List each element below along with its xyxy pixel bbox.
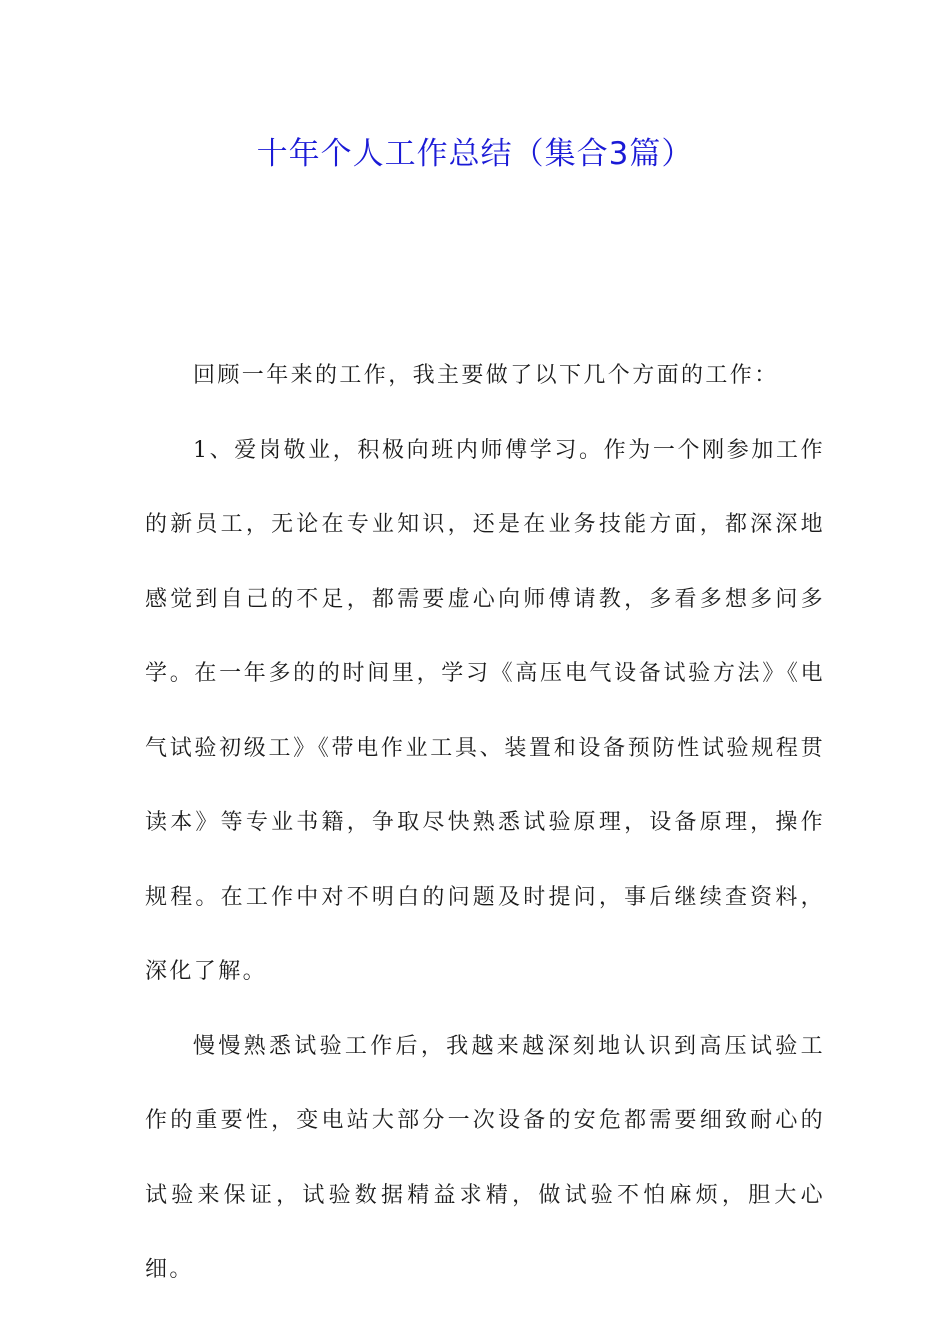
paragraph-item-1: 1、爱岗敬业，积极向班内师傅学习。作为一个刚参加工作的新员工，无论在专业知识，还是在业务技能方面，都深深地感觉到自己的不足，都需要虚心向师傅请教，多看多想多问多学。在一年多的的时间里，学习《高压电气设备试验方法》《电气试验初级工》《带电作业工具、装置和设备预防性试验规程贯读本》等专业书籍，争取尽快熟悉试验原理，设备原理，操作规程。在工作中对不明白的问题及时提问，事后继续查资料，深化了解。 xyxy=(145,437,825,984)
document-title: 十年个人工作总结（集合3篇） xyxy=(256,136,694,172)
paragraph-intro: 回顾一年来的工作，我主要做了以下几个方面的工作： xyxy=(193,363,779,388)
document-body xyxy=(145,339,825,1308)
paragraph-test-work: 慢慢熟悉试验工作后，我越来越深刻地认识到高压试验工作的重要性，变电站大部分一次设备的安危都需要细致耐心的试验来保证，试验数据精益求精，做试验不怕麻烦，胆大心细。 xyxy=(145,1033,825,1282)
